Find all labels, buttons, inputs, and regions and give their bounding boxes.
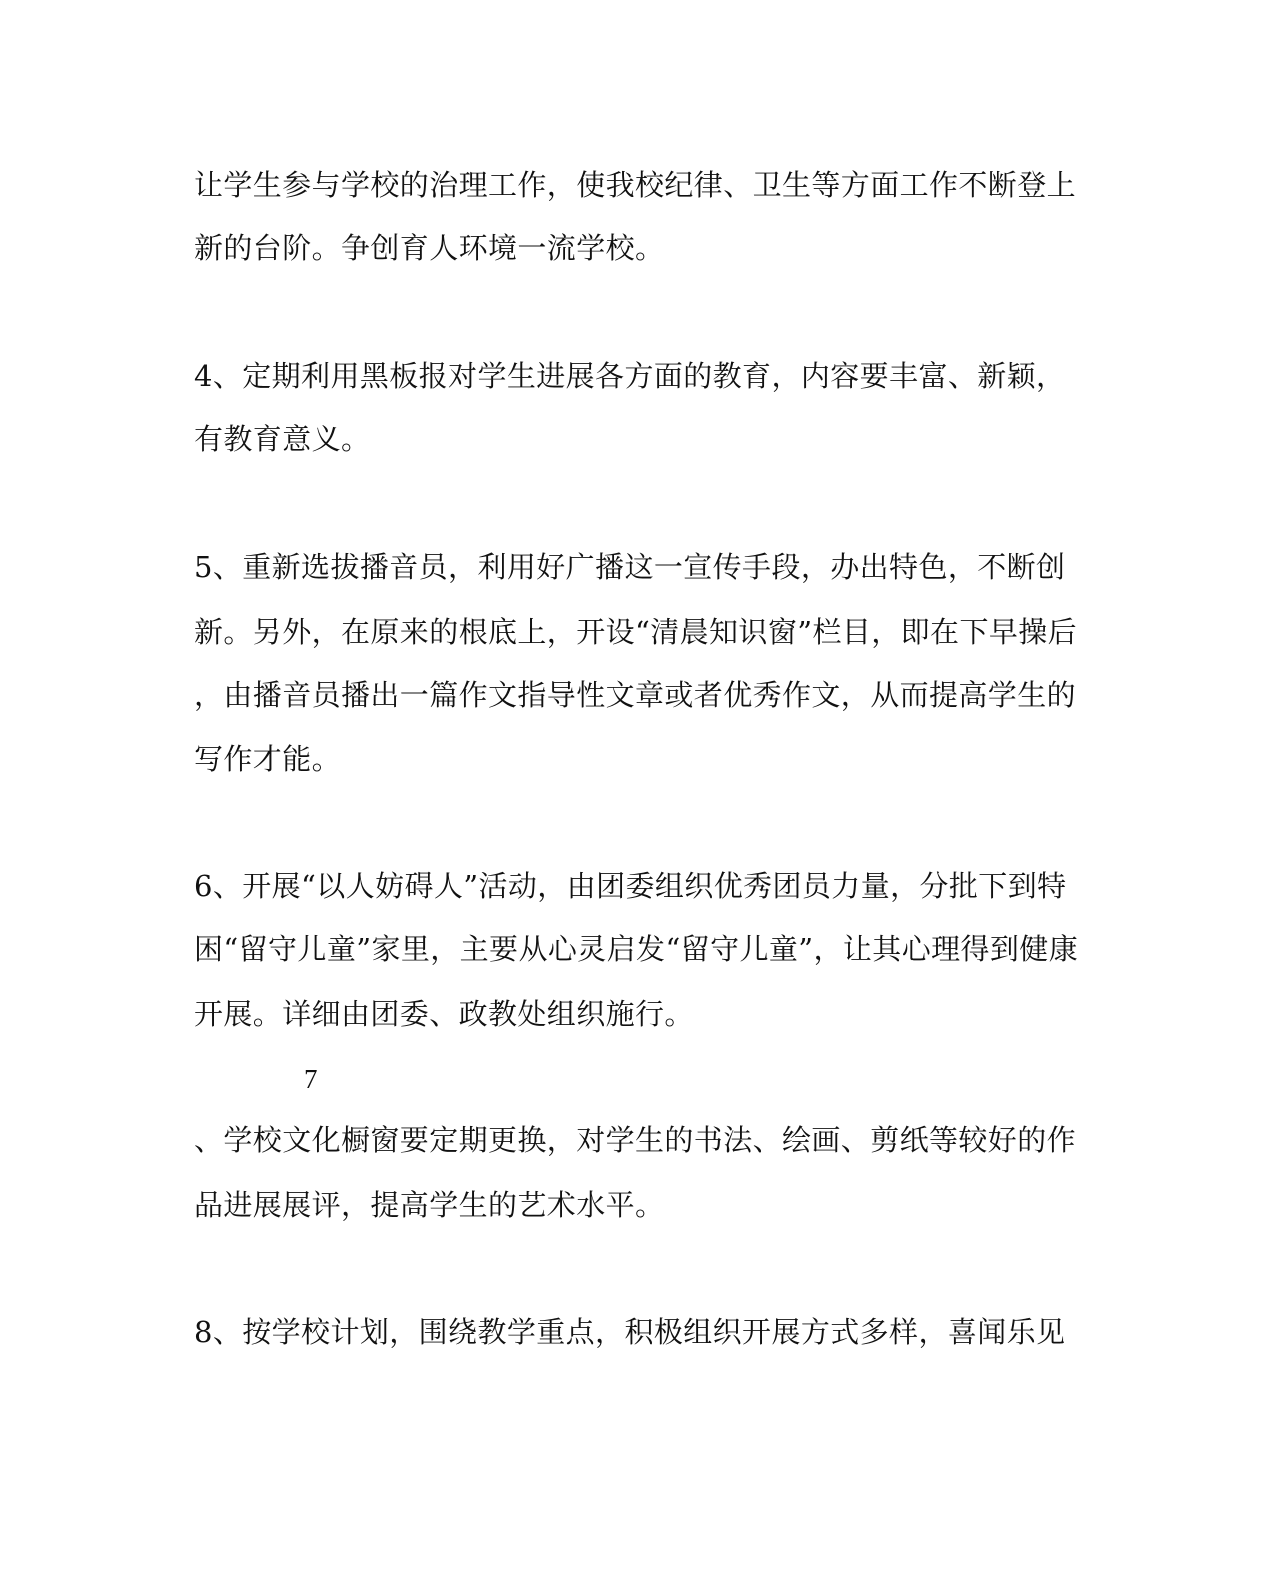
list-number-7: 7	[304, 1064, 318, 1094]
list-item-7-line: 、学校文化橱窗要定期更换，对学生的书法、绘画、剪纸等较好的作	[194, 1123, 1077, 1157]
paragraph-line: 新的台阶。争创育人环境一流学校。	[194, 231, 665, 265]
list-item-5-line: 新。另外，在原来的根底上，开设“清晨知识窗”栏目，即在下早操后	[194, 615, 1078, 649]
list-item-5-line: 写作才能。	[194, 742, 342, 776]
list-item-4-line: 4、定期利用黑板报对学生进展各方面的教育，内容要丰富、新颖，	[194, 359, 1066, 393]
list-item-8-line: 8、按学校计划，围绕教学重点，积极组织开展方式多样，喜闻乐见	[194, 1315, 1066, 1349]
list-item-4-line: 有教育意义。	[194, 422, 371, 456]
list-item-5-line: ，由播音员播出一篇作文指导性文章或者优秀作文，从而提高学生的	[194, 678, 1077, 712]
list-item-6-line: 开展。详细由团委、政教处组织施行。	[194, 997, 694, 1031]
paragraph-line: 让学生参与学校的治理工作，使我校纪律、卫生等方面工作不断登上	[194, 168, 1077, 202]
list-item-7-line: 品进展展评，提高学生的艺术水平。	[194, 1188, 665, 1222]
list-item-5-line: 5、重新选拔播音员，利用好广播这一宣传手段，办出特色，不断创	[194, 550, 1066, 584]
list-item-6-line: 困“留守儿童”家里，主要从心灵启发“留守儿童”，让其心理得到健康	[194, 932, 1079, 966]
list-item-6-line: 6、开展“以人妨碍人”活动，由团委组织优秀团员力量，分批下到特	[194, 869, 1067, 903]
